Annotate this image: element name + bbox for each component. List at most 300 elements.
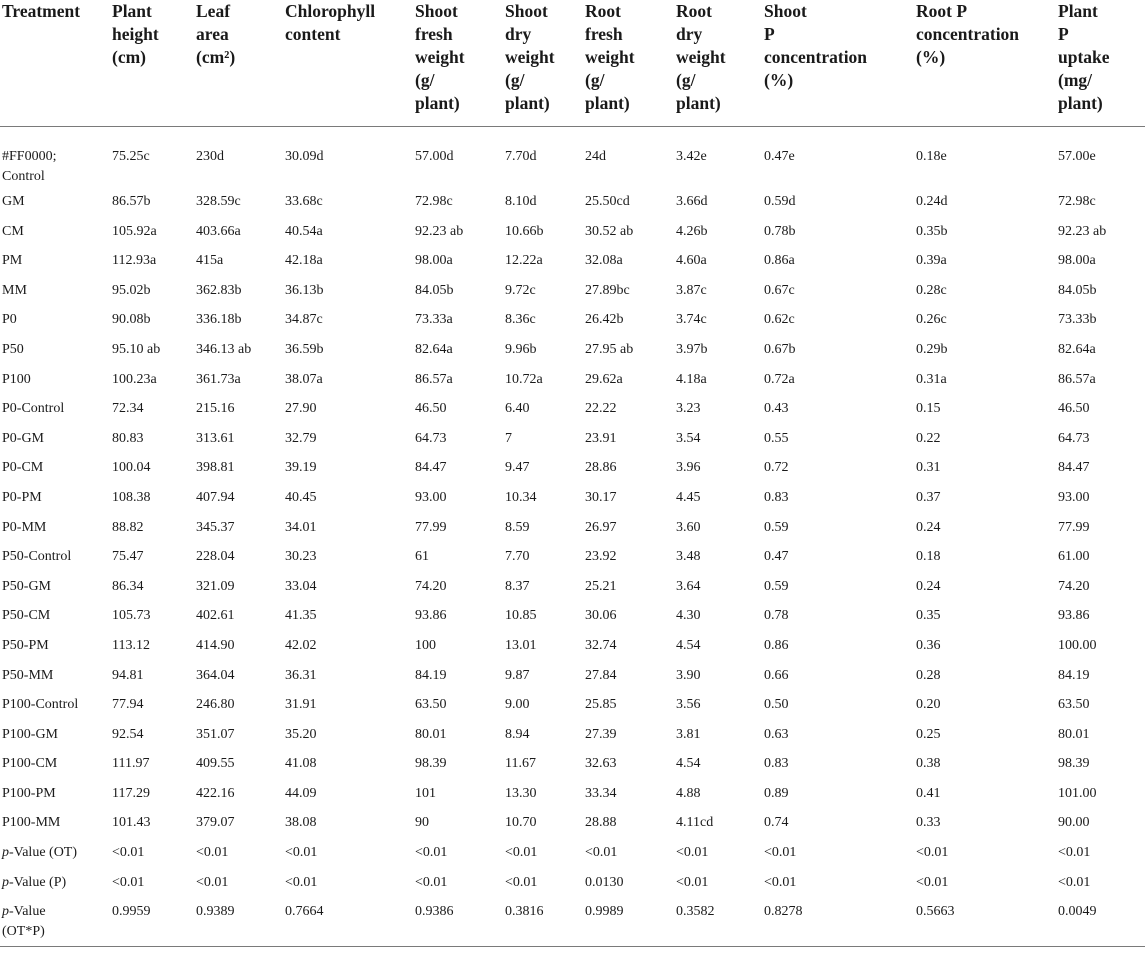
value-cell: 0.59 [764,578,789,594]
pvalue-cell: <0.01 [196,874,229,890]
table-row [0,573,1145,603]
value-cell: 0.35 [916,608,941,624]
value-cell: 0.24 [916,578,941,594]
value-cell: 0.31a [916,371,947,387]
treatment-cell: P50-Control [2,549,72,565]
value-cell: 7 [505,430,512,446]
value-cell: 402.61 [196,608,235,624]
value-cell: 415a [196,253,224,269]
table-row [0,750,1145,780]
value-cell: 86.57a [1058,371,1096,387]
value-cell: 38.08 [285,815,317,831]
value-cell: 101.43 [112,815,151,831]
treatment-cell: P50-MM [2,667,54,683]
value-cell: 64.73 [1058,430,1090,446]
value-cell: 409.55 [196,756,235,772]
value-cell: 27.89bc [585,282,630,298]
value-cell: 95.02b [112,282,151,298]
pvalue-label-cell [0,839,110,869]
treatment-cell: P100-PM [2,785,56,801]
value-cell: 8.10d [505,194,537,209]
value-cell: 0.28c [916,282,947,298]
value-cell: 9.72c [505,282,536,298]
pvalue-cell: <0.01 [764,874,797,890]
pvalue-cell: <0.01 [764,845,797,861]
value-cell: 84.47 [415,460,447,476]
treatment-cell: P100-Control [2,697,79,713]
value-cell: 0.72a [764,371,795,387]
value-cell: 0.78b [764,223,796,239]
value-cell: 0.62c [764,312,795,328]
value-cell: 7.70d [505,148,537,164]
value-cell: 0.67b [764,341,796,357]
pvalue-cell: <0.01 [196,845,229,861]
table-row [0,721,1145,751]
value-cell: 33.04 [285,578,317,594]
value-cell: 4.11cd [676,815,714,831]
value-cell: 8.59 [505,519,530,535]
pvalue-cell: <0.01 [916,874,949,890]
treatment-cell: #FF0000; Control [2,148,57,184]
value-cell: 0.31 [916,460,941,476]
pvalue-cell: <0.01 [585,845,618,861]
value-cell: 3.90 [676,667,701,683]
value-cell: 61.00 [1058,549,1090,565]
pvalue-cell: <0.01 [415,845,448,861]
pvalue-label-cell [0,898,110,946]
value-cell: 0.83 [764,489,789,505]
value-cell: 101.00 [1058,785,1097,801]
value-cell: 228.04 [196,549,235,565]
table-row [0,691,1145,721]
value-cell: 90.00 [1058,815,1090,831]
value-cell: 0.37 [916,489,941,505]
value-cell: 3.97b [676,341,708,357]
value-cell: 0.78 [764,608,789,624]
value-cell: 100.23a [112,371,157,387]
value-cell: 230d [196,148,224,164]
column-header: Plant height (cm) [110,0,194,126]
value-cell: 4.18a [676,371,707,387]
value-cell: 0.47 [764,549,789,565]
value-cell: 8.94 [505,726,530,742]
value-cell: 23.91 [585,430,617,446]
treatment-cell: MM [2,282,27,298]
value-cell: 0.43 [764,401,789,417]
pvalue-cell: <0.01 [112,845,145,861]
value-cell: 32.63 [585,756,617,772]
value-cell: 30.06 [585,608,617,624]
value-cell: 0.47e [764,148,795,164]
value-cell: 27.84 [585,667,617,683]
value-cell: 98.39 [1058,756,1090,772]
value-cell: 80.01 [1058,726,1090,742]
value-cell: 75.47 [112,549,144,565]
value-cell: 30.09d [285,148,324,164]
pvalue-cell: 0.9386 [413,898,503,946]
table-row [0,602,1145,632]
p-symbol: p [2,904,9,920]
treatment-cell: P100-CM [2,756,58,772]
value-cell: 0.15 [916,401,941,417]
value-cell: 100.04 [112,460,151,476]
value-cell: 117.29 [112,785,150,801]
pvalue-label: -Value (P) [9,874,67,890]
treatment-cell: P100 [2,371,31,387]
table-row [0,306,1145,336]
treatment-cell: P100-MM [2,815,61,831]
value-cell: 3.81 [676,726,701,742]
value-cell: 0.74 [764,815,789,831]
value-cell: 28.88 [585,815,617,831]
value-cell: 0.18 [916,549,941,565]
value-cell: 0.39a [916,253,947,269]
value-cell: 44.09 [285,785,317,801]
value-cell: 93.00 [1058,489,1090,505]
value-cell: 25.21 [585,578,617,594]
value-cell: 246.80 [196,697,235,713]
table-row [0,366,1145,396]
value-cell: 74.20 [415,578,447,594]
value-cell: 84.19 [415,667,447,683]
value-cell: 46.50 [1058,401,1090,417]
value-cell: 9.00 [505,697,530,713]
pvalue-cell: 0.9389 [194,898,283,946]
value-cell: 3.66d [676,194,708,209]
value-cell: 74.20 [1058,578,1090,594]
value-cell: 0.22 [916,430,941,446]
value-cell: 98.39 [415,756,447,772]
value-cell: 0.86a [764,253,795,269]
table-header [0,0,1145,126]
value-cell: 0.50 [764,697,789,713]
value-cell: 0.72 [764,460,789,476]
value-cell: 32.74 [585,637,617,653]
value-cell: 94.81 [112,667,144,683]
value-cell: 8.36c [505,312,536,328]
treatment-cell: P50 [2,341,24,357]
column-header: Shoot fresh weight (g/ plant) [413,0,503,126]
pvalue-cell: <0.01 [112,874,145,890]
column-header: Shoot P concentration (%) [762,0,914,126]
table-row [0,188,1145,218]
pvalue-cell: 0.3582 [674,898,762,946]
pvalue-cell: 0.9959 [110,898,194,946]
value-cell: 24d [585,148,606,164]
value-cell: 108.38 [112,489,151,505]
pvalue-label-cell [0,869,110,899]
pvalue-cell: 0.9989 [583,898,674,946]
value-cell: 0.25 [916,726,941,742]
column-header: Chlorophyll content [283,0,413,126]
treatment-cell: P50-CM [2,608,51,624]
value-cell: 0.24 [916,519,941,535]
pvalue-cell: <0.01 [505,845,538,861]
value-cell: 4.60a [676,253,707,269]
treatment-cell: CM [2,223,24,239]
value-cell: 7.70 [505,549,530,565]
value-cell: 11.67 [505,756,536,772]
value-cell: 28.86 [585,460,617,476]
value-cell: 321.09 [196,578,235,594]
value-cell: 10.72a [505,371,543,387]
value-cell: 77.99 [415,519,447,535]
treatment-cell: P50-PM [2,637,49,653]
value-cell: 27.90 [285,401,317,417]
value-cell: 0.35b [916,223,948,239]
value-cell: 0.20 [916,697,941,713]
pvalue-cell: 0.7664 [283,898,413,946]
value-cell: 86.34 [112,578,144,594]
value-cell: 26.97 [585,519,617,535]
value-cell: 92.54 [112,726,144,742]
value-cell: 4.54 [676,756,701,772]
value-cell: 0.29b [916,341,948,357]
treatment-cell: PM [2,253,23,269]
pvalue-cell: 0.3816 [503,898,583,946]
pvalue-cell: <0.01 [285,874,318,890]
value-cell: 72.34 [112,401,144,417]
value-cell: 84.05b [415,282,454,298]
value-cell: 27.95 ab [585,341,634,357]
value-cell: 9.87 [505,667,530,683]
value-cell: 4.54 [676,637,701,653]
column-header: Root dry weight (g/ plant) [674,0,762,126]
value-cell: 100 [415,637,436,653]
table-row [0,218,1145,248]
table-row [0,336,1145,366]
value-cell: 64.73 [415,430,447,446]
value-cell: 93.00 [415,489,447,505]
value-cell: 379.07 [196,815,235,831]
value-cell: 345.37 [196,519,235,535]
treatment-cell: P0-Control [2,401,65,417]
value-cell: 403.66a [196,223,241,239]
table-body [0,126,1145,946]
value-cell: 351.07 [196,726,235,742]
p-symbol: p [2,845,9,861]
column-header: Leaf area (cm²) [194,0,283,126]
value-cell: 82.64a [1058,341,1096,357]
treatment-cell: P50-GM [2,578,52,594]
pvalue-cell: <0.01 [1058,845,1091,861]
value-cell: 27.39 [585,726,617,742]
value-cell: 84.05b [1058,282,1097,298]
pvalue-cell: <0.01 [916,845,949,861]
pvalue-label: -Value (OT*P) [2,904,46,940]
value-cell: 0.18e [916,148,947,164]
value-cell: 34.87c [285,312,323,328]
value-cell: 105.73 [112,608,151,624]
value-cell: 113.12 [112,637,150,653]
value-cell: 63.50 [415,697,447,713]
value-cell: 92.23 ab [415,223,464,239]
value-cell: 98.00a [1058,253,1096,269]
value-cell: 77.99 [1058,519,1090,535]
value-cell: 3.42e [676,148,707,164]
value-cell: 0.86 [764,637,789,653]
value-cell: 92.23 ab [1058,223,1107,239]
value-cell: 4.26b [676,223,708,239]
table-row [0,780,1145,810]
value-cell: 90.08b [112,312,151,328]
value-cell: 361.73a [196,371,241,387]
table-row [0,514,1145,544]
value-cell: 4.30 [676,608,701,624]
value-cell: 13.30 [505,785,537,801]
table-row [0,277,1145,307]
pvalue-cell: 0.8278 [762,898,914,946]
value-cell: 90 [415,815,429,831]
value-cell: 0.55 [764,430,789,446]
value-cell: 0.24d [916,194,948,209]
value-cell: 23.92 [585,549,617,565]
table-row [0,632,1145,662]
table-row [0,809,1145,839]
value-cell: 0.38 [916,756,941,772]
value-cell: 10.70 [505,815,537,831]
value-cell: 84.47 [1058,460,1090,476]
value-cell: 3.64 [676,578,701,594]
treatment-cell: P0-PM [2,489,42,505]
value-cell: 10.85 [505,608,537,624]
value-cell: 3.60 [676,519,701,535]
value-cell: 398.81 [196,460,235,476]
value-cell: 31.91 [285,697,317,713]
value-cell: 328.59c [196,194,241,209]
table-row [0,126,1145,188]
value-cell: 57.00d [415,148,454,164]
value-cell: 9.47 [505,460,530,476]
value-cell: 86.57a [415,371,453,387]
value-cell: 32.79 [285,430,317,446]
value-cell: 39.19 [285,460,317,476]
value-cell: 8.37 [505,578,530,594]
pvalue-row [0,839,1145,869]
value-cell: 414.90 [196,637,235,653]
value-cell: 25.50cd [585,194,630,209]
value-cell: 22.22 [585,401,617,417]
value-cell: 34.01 [285,519,317,535]
value-cell: 3.54 [676,430,701,446]
value-cell: 82.64a [415,341,453,357]
value-cell: 41.35 [285,608,317,624]
value-cell: 13.01 [505,637,537,653]
value-cell: 10.34 [505,489,537,505]
value-cell: 364.04 [196,667,235,683]
value-cell: 80.01 [415,726,447,742]
value-cell: 4.45 [676,489,701,505]
p-symbol: p [2,874,9,890]
value-cell: 29.62a [585,371,623,387]
pvalue-cell: 0.0130 [585,874,624,890]
value-cell: 36.59b [285,341,324,357]
treatment-cell: P0-MM [2,519,47,535]
value-cell: 0.41 [916,785,941,801]
pvalue-row [0,898,1145,946]
table-row [0,484,1145,514]
pvalue-cell: <0.01 [415,874,448,890]
value-cell: 111.97 [112,756,150,772]
table-row [0,662,1145,692]
value-cell: 4.88 [676,785,701,801]
value-cell: 0.66 [764,667,789,683]
column-header: Root fresh weight (g/ plant) [583,0,674,126]
value-cell: 215.16 [196,401,235,417]
pvalue-row [0,869,1145,899]
column-header: Treatment [0,0,110,126]
value-cell: 57.00e [1058,148,1096,164]
pvalue-cell: 0.0049 [1056,898,1145,946]
value-cell: 73.33b [1058,312,1097,328]
value-cell: 75.25c [112,148,150,164]
pvalue-cell: <0.01 [676,874,709,890]
value-cell: 3.56 [676,697,701,713]
value-cell: 30.23 [285,549,317,565]
value-cell: 61 [415,549,429,565]
value-cell: 3.23 [676,401,701,417]
value-cell: 73.33a [415,312,453,328]
value-cell: 41.08 [285,756,317,772]
treatment-cell: P0-GM [2,430,45,446]
value-cell: 36.31 [285,667,317,683]
value-cell: 32.08a [585,253,623,269]
table-row [0,543,1145,573]
value-cell: 30.17 [585,489,617,505]
value-cell: 336.18b [196,312,242,328]
header-row [0,0,1145,126]
pvalue-cell: 0.5663 [914,898,1056,946]
value-cell: 0.59d [764,194,796,209]
value-cell: 88.82 [112,519,144,535]
table-row [0,395,1145,425]
value-cell: 407.94 [196,489,235,505]
value-cell: 93.86 [415,608,447,624]
value-cell: 9.96b [505,341,537,357]
value-cell: 100.00 [1058,637,1097,653]
value-cell: 0.63 [764,726,789,742]
value-cell: 422.16 [196,785,235,801]
value-cell: 95.10 ab [112,341,161,357]
value-cell: 84.19 [1058,667,1090,683]
pvalue-label: -Value (OT) [9,845,78,861]
value-cell: 80.83 [112,430,144,446]
value-cell: 3.48 [676,549,701,565]
value-cell: 0.83 [764,756,789,772]
value-cell: 346.13 ab [196,341,252,357]
value-cell: 25.85 [585,697,617,713]
value-cell: 63.50 [1058,697,1090,713]
column-header: Plant P uptake (mg/ plant) [1056,0,1145,126]
value-cell: 362.83b [196,282,242,298]
value-cell: 33.68c [285,194,323,209]
value-cell: 0.28 [916,667,941,683]
value-cell: 105.92a [112,223,157,239]
treatment-cell: P0-CM [2,460,44,476]
value-cell: 42.02 [285,637,317,653]
value-cell: 86.57b [112,194,151,209]
value-cell: 3.96 [676,460,701,476]
value-cell: 0.67c [764,282,795,298]
pvalue-cell: <0.01 [505,874,538,890]
value-cell: 101 [415,785,436,801]
value-cell: 112.93a [112,253,157,269]
value-cell: 6.40 [505,401,530,417]
value-cell: 0.89 [764,785,789,801]
pvalue-cell: <0.01 [1058,874,1091,890]
value-cell: 40.54a [285,223,323,239]
value-cell: 35.20 [285,726,317,742]
